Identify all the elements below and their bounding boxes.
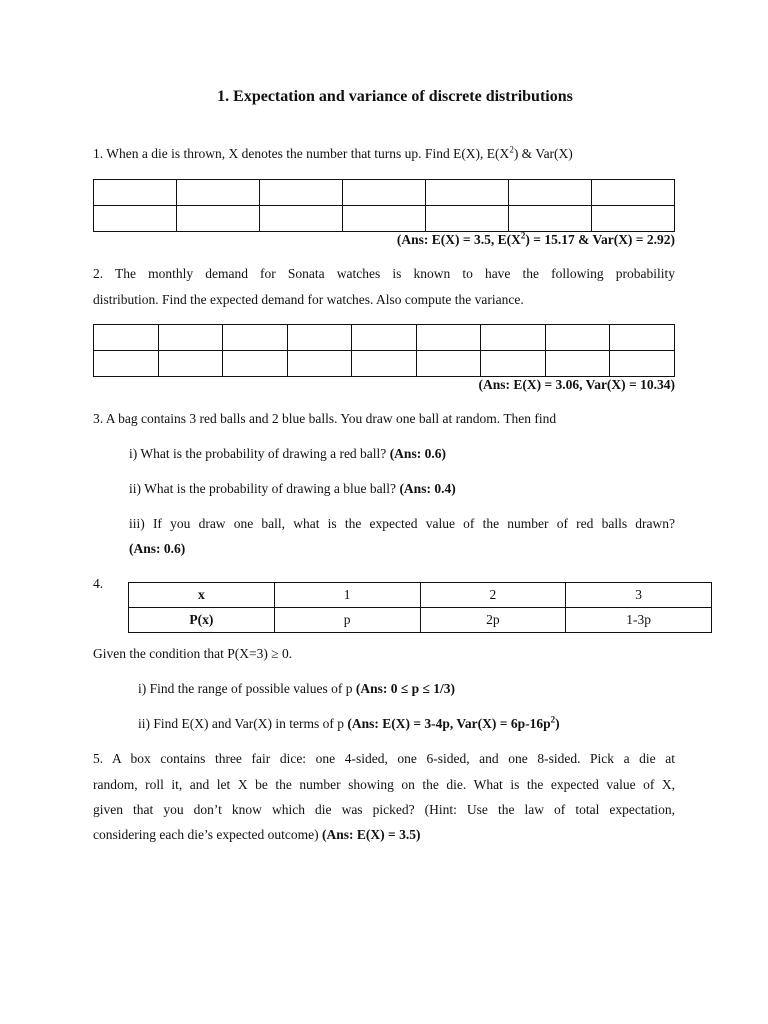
q3-text: 3. A bag contains 3 red balls and 2 blue balls. You draw one ball at random. Then find <box>93 411 557 426</box>
q2-blank-table <box>93 324 675 377</box>
q3-part-i: i) What is the probability of drawing a red ball? (Ans: 0.6) <box>129 446 446 461</box>
q2-text-line2: distribution. Find the expected demand for watches. Also compute the variance. <box>93 292 524 307</box>
q3-part-iii: iii) If you draw one ball, what is the expected value of the number of red balls drawn? <box>129 516 675 531</box>
q4-table-x-value: 2 <box>420 583 566 608</box>
q4-table-x-header: x <box>129 583 275 608</box>
q4-part-i: i) Find the range of possible values of p (Ans: 0 ≤ p ≤ 1/3) <box>138 681 456 696</box>
q1-text: 1. When a die is thrown, X denotes the number that turns up. Find E(X), $E(X^2)$ & Var(X) <box>93 144 573 161</box>
q5-text-line1: 5. A box contains three fair dice: one 4-sided, one 6-sided, and one 8-sided. Pick a die at <box>93 751 675 766</box>
q1-answer: (Ans: E(X) = 3.5, $E(X^2) = 15.17$ & Var(X) = 2.92) <box>396 230 675 247</box>
q3-part-ii: ii) What is the probability of drawing a blue ball? (Ans: 0.4) <box>129 481 456 496</box>
q3-part-iii-answer: (Ans: 0.6) <box>129 541 186 556</box>
q4-table-px-value: p <box>274 608 420 633</box>
q5-text-line2: random, roll it, and let X be the number showing on the die. What is the expected value of X, <box>93 777 675 792</box>
q2-answer: (Ans: E(X) = 3.06, Var(X) = 10.34) <box>478 377 675 392</box>
document-title: 1. Expectation and variance of discrete distributions <box>217 88 573 105</box>
q1-blank-table <box>93 179 675 232</box>
q4-number: 4. <box>93 576 104 591</box>
q4-probability-table <box>128 582 712 633</box>
q4-part-ii: ii) Find E(X) and Var(X) in terms of p (Ans: E(X) = 3-4p, $Var(X) = 6p-16p^2$) <box>138 714 560 731</box>
q4-table-px-header: P(x) <box>129 608 275 633</box>
q4-table-x-value: 3 <box>566 583 712 608</box>
q4-condition: Given the condition that P(X=3) ≥ 0. <box>93 646 293 661</box>
q4-table-x-value: 1 <box>274 583 420 608</box>
q5-text-line3: given that you don’t know which die was picked? (Hint: Use the law of total expectation, <box>93 802 675 817</box>
q4-table-px-value: 1-3p <box>566 608 712 633</box>
q5-text-line4: considering each die’s expected outcome) (Ans: E(X) = 3.5) <box>93 827 421 842</box>
q4-table-px-value: 2p <box>420 608 566 633</box>
q2-text-line1: 2. The monthly demand for Sonata watches is known to have the following probability <box>93 266 675 281</box>
